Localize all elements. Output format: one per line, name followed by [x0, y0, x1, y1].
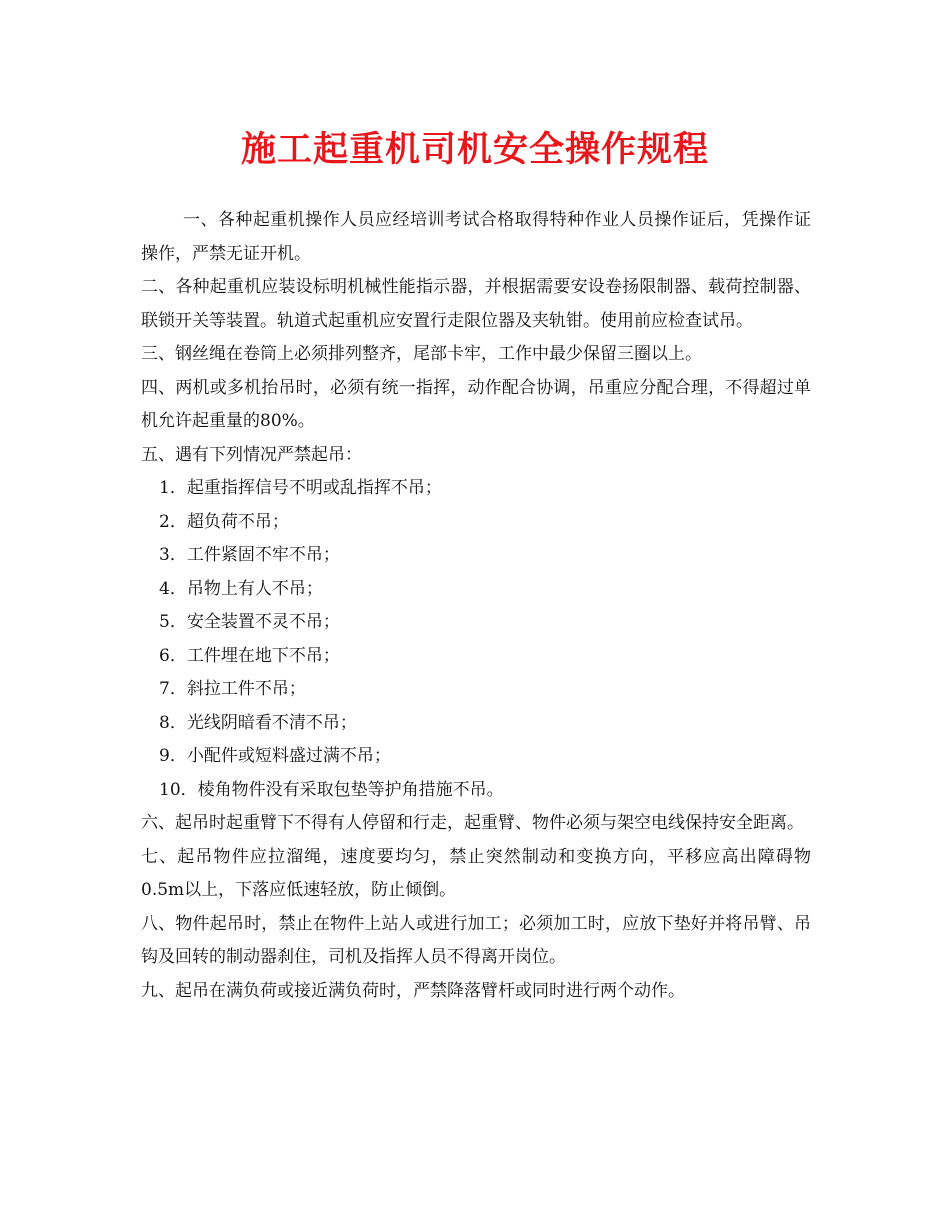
list-item: 4．吊物上有人不吊；: [159, 578, 323, 599]
section-8: 八、物件起吊时，禁止在物件上站人或进行加工；必须加工时，应放下垫好并将吊臂、吊钩及回转的制动器刹住，司机及指挥人员不得离开岗位。: [141, 913, 811, 967]
section-6: 六、起吊时起重臂下不得有人停留和行走，起重臂、物件必须与架空电线保持安全距离。: [141, 813, 804, 833]
section-7: 七、起吊物件应拉溜绳，速度要均匀，禁止突然制动和变换方向，平移应高出障碍物0.5m以上，下落应低速轻放，防止倾倒。: [141, 846, 811, 900]
section-4: 四、两机或多机抬吊时，必须有统一指挥，动作配合协调，吊重应分配合理，不得超过单机允许起重量的80%。: [141, 377, 811, 431]
document-title: 施工起重机司机安全操作规程: [240, 129, 709, 170]
section-1: 一、各种起重机操作人员应经培训考试合格取得特种作业人员操作证后，凭操作证操作，严禁无证开机。: [141, 210, 811, 264]
section-2: 二、各种起重机应装设标明机械性能指示器，并根据需要安设卷扬限制器、载荷控制器、联锁开关等装置。轨道式起重机应安置行走限位器及夹轨钳。使用前应检查试吊。: [141, 277, 811, 331]
section-9: 九、起吊在满负荷或接近满负荷时，严禁降落臂杆或同时进行两个动作。: [141, 980, 685, 1001]
list-item: 9．小配件或短料盛过满不吊；: [159, 746, 391, 766]
list-item: 3．工件紧固不牢不吊；: [159, 545, 340, 565]
list-item: 1．起重指挥信号不明或乱指挥不吊；: [159, 478, 442, 498]
list-item: 5．安全装置不灵不吊；: [159, 612, 340, 632]
document-body: [141, 204, 811, 1008]
list-item: 8．光线阴暗看不清不吊；: [159, 712, 357, 733]
list-item: 2．超负荷不吊；: [159, 511, 289, 532]
section-3: 三、钢丝绳在卷筒上必须排列整齐，尾部卡牢，工作中最少保留三圈以上。: [141, 344, 702, 364]
section-5: 五、遇有下列情况严禁起吊：: [141, 444, 362, 465]
list-item: 6．工件埋在地下不吊；: [159, 645, 340, 666]
list-item: 7．斜拉工件不吊；: [159, 679, 306, 699]
list-item: 10．棱角物件没有采取包垫等护角措施不吊。: [159, 779, 504, 800]
